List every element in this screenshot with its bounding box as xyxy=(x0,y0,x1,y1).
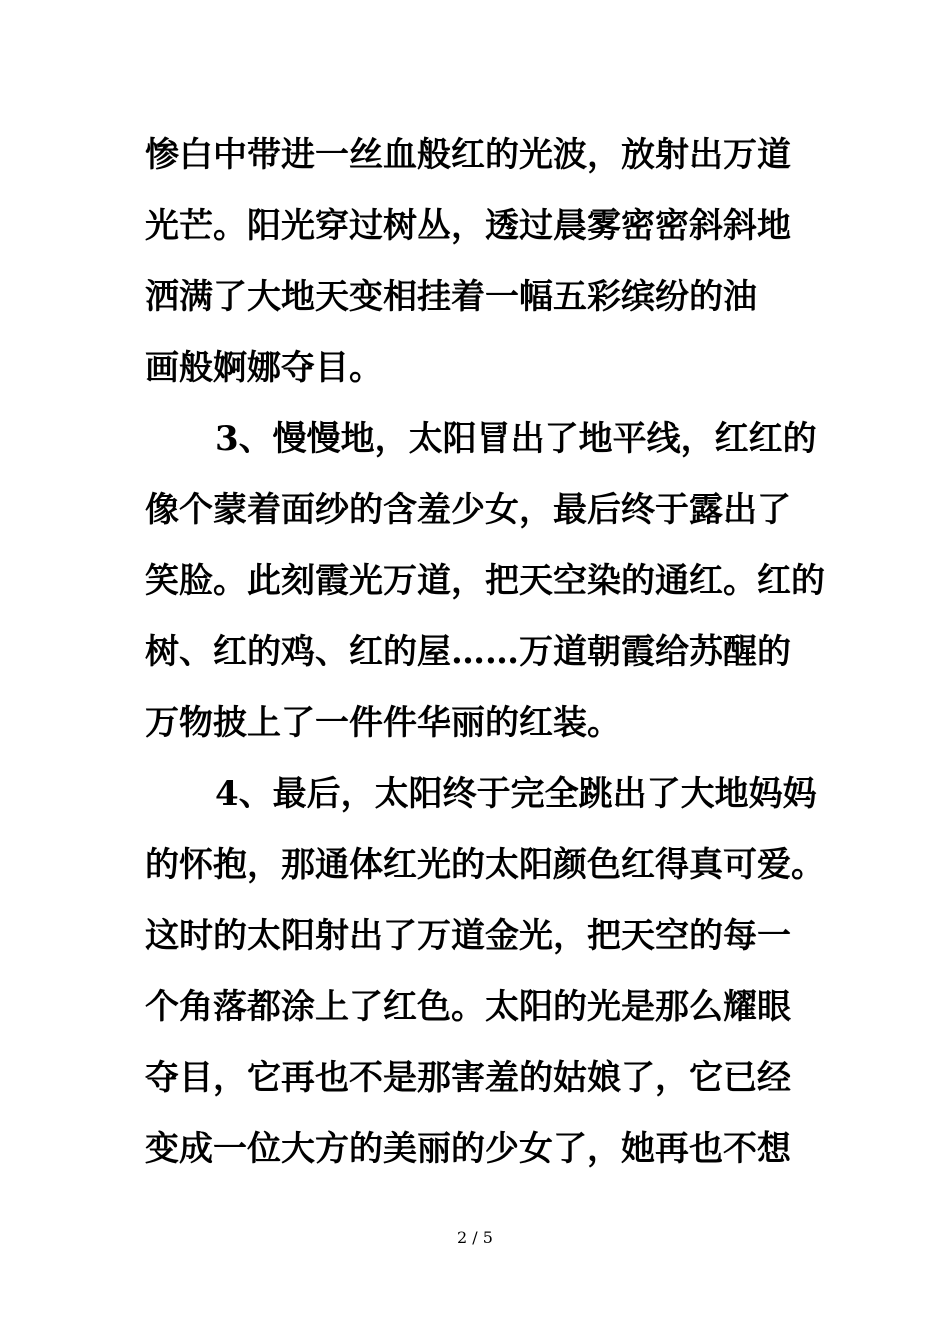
paragraph-3-start: 3、慢慢地，太阳冒出了地平线，红红的 xyxy=(215,419,817,459)
text-line: 像个蒙着面纱的含羞少女，最后终于露出了 xyxy=(145,490,791,530)
text-line: 这时的太阳射出了万道金光，把天空的每一 xyxy=(145,916,791,956)
body-text xyxy=(145,120,845,1185)
text-line: 光芒。阳光穿过树丛，透过晨雾密密斜斜地 xyxy=(145,206,791,246)
text-line: 树、红的鸡、红的屋……万道朝霞给苏醒的 xyxy=(145,632,791,672)
text-line: 的怀抱，那通体红光的太阳颜色红得真可爱。 xyxy=(145,845,825,885)
text-line: 笑脸。此刻霞光万道，把天空染的通红。红的 xyxy=(145,561,825,601)
text-line: 夺目，它再也不是那害羞的姑娘了，它已经 xyxy=(145,1058,791,1098)
text-line: 个角落都涂上了红色。太阳的光是那么耀眼 xyxy=(145,987,791,1027)
page-number: 2 / 5 xyxy=(457,1228,493,1247)
text-line: 洒满了大地天变相挂着一幅五彩缤纷的油 xyxy=(145,277,757,317)
text-line: 变成一位大方的美丽的少女了，她再也不想 xyxy=(145,1129,791,1169)
text-line: 万物披上了一件件华丽的红装。 xyxy=(145,703,621,743)
text-line: 画般婀娜夺目。 xyxy=(145,348,383,388)
paragraph-4-start: 4、最后，太阳终于完全跳出了大地妈妈 xyxy=(215,774,817,814)
text-line: 惨白中带进一丝血般红的光波，放射出万道 xyxy=(145,135,791,175)
